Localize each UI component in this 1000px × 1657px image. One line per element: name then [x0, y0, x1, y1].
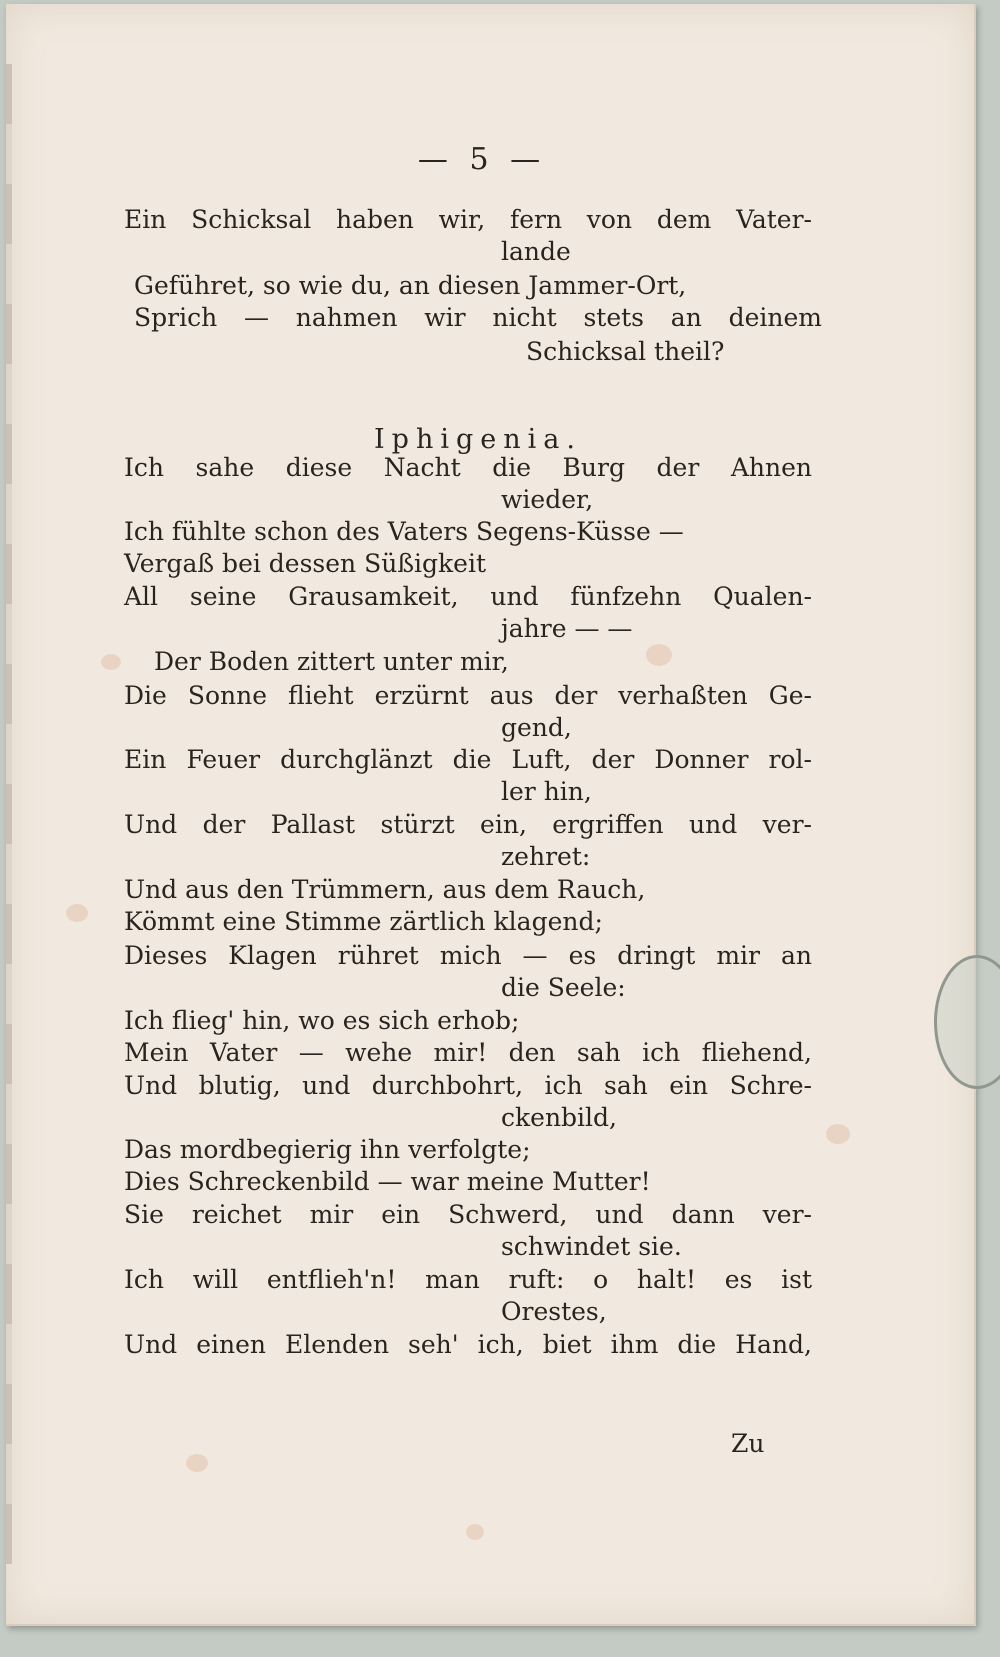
verse-line: All seine Grausamkeit, und fünfzehn Qualen-: [124, 582, 812, 611]
verse-line: Und aus den Trümmern, aus dem Rauch,: [124, 875, 646, 904]
verse-line: Das mordbegierig ihn verfolgte;: [124, 1135, 531, 1164]
verse-line: wieder,: [501, 485, 594, 514]
verse-line: Geführet, so wie du, an diesen Jammer-Ort,: [134, 271, 687, 300]
verse-line: Mein Vater — wehe mir! den sah ich fliehend,: [124, 1038, 812, 1067]
page-text: [6, 4, 974, 1624]
verse-line: schwindet sie.: [501, 1232, 682, 1261]
verse-line: die Seele:: [501, 973, 626, 1002]
verse-line: Ich sahe diese Nacht die Burg der Ahnen: [124, 453, 812, 482]
speaker-name: Iphigenia.: [374, 424, 582, 455]
verse-line: Ein Feuer durchglänzt die Luft, der Donner rol-: [124, 745, 812, 774]
verse-line: Und einen Elenden seh' ich, biet ihm die Hand,: [124, 1330, 812, 1359]
verse-line: gend,: [501, 713, 572, 742]
verse-line: Orestes,: [501, 1297, 607, 1326]
verse-line: Ich flieg' hin, wo es sich erhob;: [124, 1006, 520, 1035]
verse-line: Ein Schicksal haben wir, fern von dem Vater-: [124, 205, 812, 234]
verse-line: Dieses Klagen rühret mich — es dringt mir an: [124, 941, 812, 970]
verse-line: Dies Schreckenbild — war meine Mutter!: [124, 1167, 651, 1196]
verse-line: jahre — —: [501, 614, 633, 643]
page-number: — 5 —: [417, 142, 547, 177]
verse-line: lande: [501, 237, 571, 266]
verse-line: Vergaß bei dessen Süßigkeit: [124, 549, 487, 578]
verse-line: Die Sonne flieht erzürnt aus der verhaßten Ge-: [124, 681, 812, 710]
verse-line: ckenbild,: [501, 1103, 617, 1132]
book-page: [6, 4, 976, 1626]
catchword: Zu: [731, 1429, 765, 1458]
verse-line: Und der Pallast stürzt ein, ergriffen und ver-: [124, 810, 812, 839]
verse-line: Kömmt eine Stimme zärtlich klagend;: [124, 907, 603, 936]
verse-line: ler hin,: [501, 777, 592, 806]
verse-line: Sie reichet mir ein Schwerd, und dann ver-: [124, 1200, 812, 1229]
verse-line: Der Boden zittert unter mir,: [154, 647, 509, 676]
verse-line: Ich fühlte schon des Vaters Segens-Küsse —: [124, 517, 684, 546]
verse-line: Ich will entflieh'n! man ruft: o halt! es ist: [124, 1265, 812, 1294]
verse-line: Schicksal theil?: [526, 337, 725, 366]
verse-line: zehret:: [501, 842, 591, 871]
verse-line: Sprich — nahmen wir nicht stets an deinem: [134, 303, 822, 332]
verse-line: Und blutig, und durchbohrt, ich sah ein Schre-: [124, 1071, 812, 1100]
